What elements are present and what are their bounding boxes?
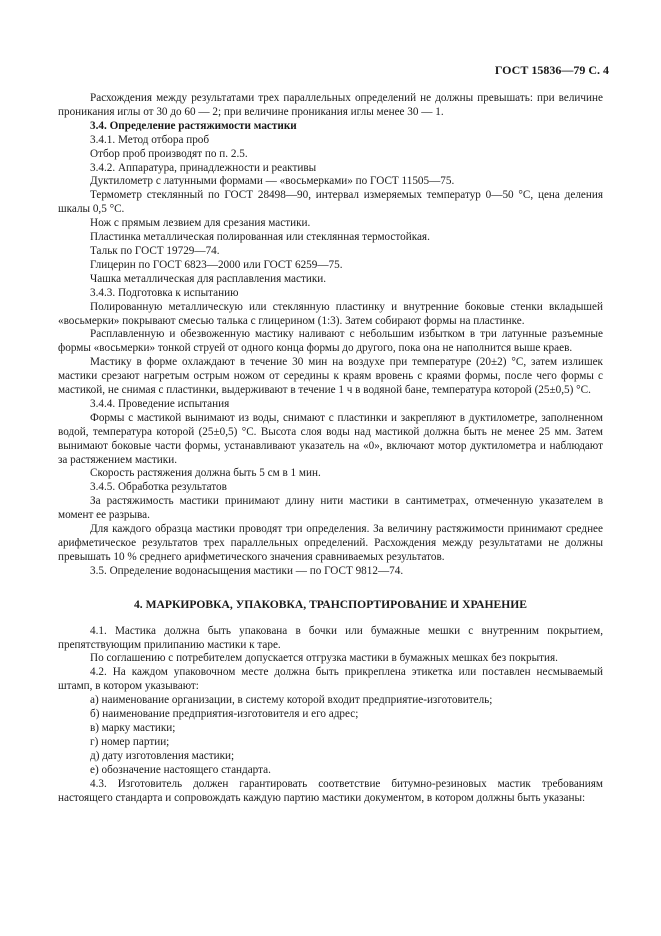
paragraph: Дуктилометр с латунными формами — «восьмерками» по ГОСТ 11505—75. [90,175,455,188]
page-content [58,92,603,805]
paragraph: 4.2. На каждом упаковочном месте должна быть прикреплена этикетка или поставлен несмываемый штамп, в котором указывают: [58,666,603,693]
paragraph: За растяжимость мастики принимают длину нити мастики в сантиметрах, отмеченную указателем в момент ее разрыва. [58,495,603,522]
paragraph: Расплавленную и обезвоженную мастику наливают с небольшим избытком в три латунные разъемные формы «восьмерки» тонкой струей от одного конца формы до другого, пока она не наполнится выше краев. [58,328,603,355]
paragraph: 4.3. Изготовитель должен гарантировать соответствие битумно-резиновых мастик требованиям настоящего стандарта и сопровождать каждую партию мастики документом, в котором должны быть указаны: [58,777,603,804]
paragraph: 3.5. Определение водонасыщения мастики — по ГОСТ 9812—74. [90,564,404,577]
paragraph: г) номер партии; [90,735,170,748]
paragraph: Формы с мастикой вынимают из воды, снимают с пластинки и закрепляют в дуктилометре, заполненном водой, температура которой (25±0,5) °С. Высота слоя воды над мастикой должна быть не менее 25 мм. Затем вынимают боковые части формы, устанавливают указатель на «0», включают мотор дуктилометра и наблюдают за растяжением мастики. [58,411,603,466]
paragraph: д) дату изготовления мастики; [90,749,235,762]
paragraph: 3.4.1. Метод отбора проб [90,133,210,146]
paragraph: в) марку мастики; [90,721,176,734]
paragraph: е) обозначение настоящего стандарта. [90,763,271,776]
paragraph: Термометр стеклянный по ГОСТ 28498—90, интервал измеряемых температур 0—50 °С, цена деления шкалы 0,5 °С. [58,189,603,216]
paragraph: Глицерин по ГОСТ 6823—2000 или ГОСТ 6259—75. [90,258,343,271]
paragraph: Для каждого образца мастики проводят три определения. За величину растяжимости принимают среднее арифметическое результатов трех параллельных определений. Расхождения между результатами не должны превышать 10 % среднего арифметического значения сравниваемых результатов. [58,523,603,563]
subsection-heading: 3.4. Определение растяжимости мастики [90,119,297,132]
section-4 [58,625,603,806]
paragraph: б) наименование предприятия-изготовителя и его адрес; [90,708,359,721]
paragraph: 3.4.2. Аппаратура, принадлежности и реактивы [90,161,317,174]
paragraph: Отбор проб производят по п. 2.5. [90,147,248,160]
paragraph: 3.4.4. Проведение испытания [90,397,230,410]
paragraph: Расхождения между результатами трех параллельных определений не должны превышать: при величине проникания иглы от 30 до 60 — 2; при величине проникания иглы менее 30 — 1. [58,92,603,118]
paragraph: Полированную металлическую или стеклянную пластинку и внутренние боковые стенки вкладышей «восьмерки» покрывают смесью талька с глицерином (1:3). Затем собирают формы на пластинке. [58,300,603,327]
paragraph: а) наименование организации, в систему которой входит предприятие-изготовитель; [90,694,493,707]
section-title: 4. МАРКИРОВКА, УПАКОВКА, ТРАНСПОРТИРОВАНИЕ И ХРАНЕНИЕ [133,597,528,611]
paragraph: Пластинка металлическая полированная или стеклянная термостойкая. [90,231,430,244]
paragraph: 3.4.3. Подготовка к испытанию [90,286,239,299]
paragraph: Мастику в форме охлаждают в течение 30 мин на воздухе при температуре (20±2) °С, затем излишек мастики срезают нагретым острым ножом от середины к краям вровень с краями формы, после чего формы с мастикой, не снимая с пластинки, выдерживают в течение 1 ч в водяной бане, температура которой (25±0,5) °С. [58,356,603,397]
paragraph: 4.1. Мастика должна быть упакована в бочки или бумажные мешки с внутренним покрытием, препятствующим прилипанию мастики к таре. [58,624,603,651]
page-header: ГОСТ 15836—79 С. 4 [494,63,609,77]
paragraph: Чашка металлическая для расплавления мастики. [90,272,327,285]
paragraph: Скорость растяжения должна быть 5 см в 1 мин. [90,467,321,480]
paragraph: По соглашению с потребителем допускается отгрузка мастики в бумажных мешках без покрытия. [90,652,558,665]
paragraph: Тальк по ГОСТ 19729—74. [90,244,220,257]
paragraph: 3.4.5. Обработка результатов [90,481,227,494]
section-3-continued [58,92,603,579]
paragraph: Нож с прямым лезвием для срезания мастики. [90,217,311,230]
